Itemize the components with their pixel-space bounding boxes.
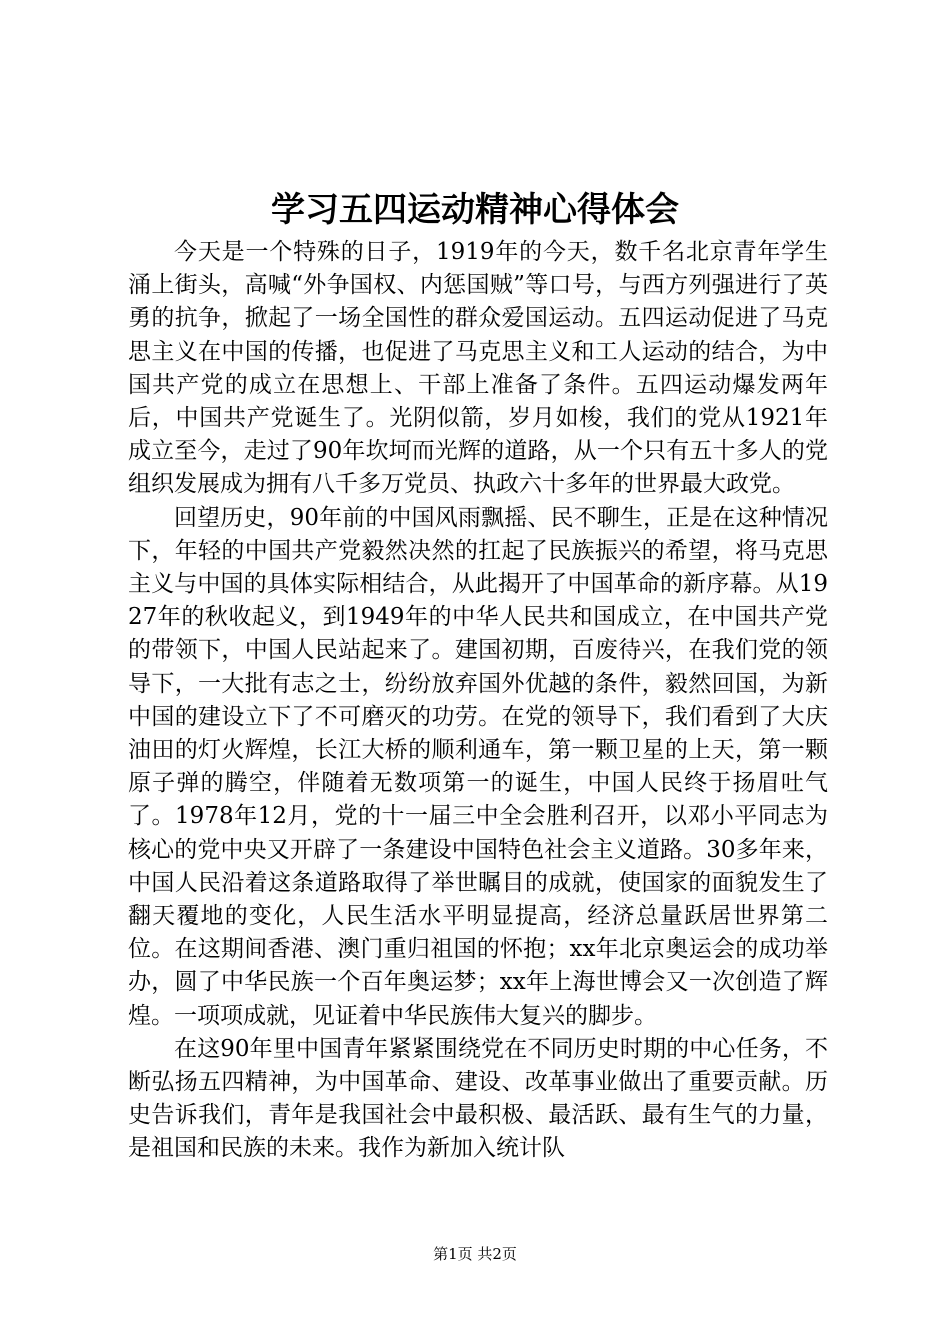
paragraph-2: 回望历史，90年前的中国风雨飘摇、民不聊生，正是在这种情况下，年轻的中国共产党毅然决然的扛起了民族振兴的希望，将马克思主义与中国的具体实际相结合，从此揭开了中国革命的新序幕。从1927年的秋收起义，到1949年的中华人民共和国成立，在中国共产党的带领下，中国人民站起来了。建国初期，百废待兴，在我们党的领导下，一大批有志之士，纷纷放弃国外优越的条件，毅然回国，为新中国的建设立下了不可磨灭的功劳。在党的领导下，我们看到了大庆油田的灯火辉煌，长江大桥的顺利通车，第一颗卫星的上天，第一颗原子弹的腾空，伴随着无数项第一的诞生，中国人民终于扬眉吐气了。1978年12月，党的十一届三中全会胜利召开，以邓小平同志为核心的党中央又开辟了一条建设中国特色社会主义道路。30多年来，中国人民沿着这条道路取得了举世瞩目的成就，使国家的面貌发生了翻天覆地的变化，人民生活水平明显提高，经济总量跃居世界第二位。在这期间香港、澳门重归祖国的怀抱；xx年北京奥运会的成功举办，圆了中华民族一个百年奥运梦；xx年上海世博会又一次创造了辉煌。一项项成就，见证着中华民族伟大复兴的脚步。 bbox=[128, 504, 828, 1029]
document-title: 学习五四运动精神心得体会 bbox=[271, 190, 679, 230]
paragraph-3: 在这90年里中国青年紧紧围绕党在不同历史时期的中心任务，不断弘扬五四精神，为中国革命、建设、改革事业做出了重要贡献。历史告诉我们，青年是我国社会中最积极、最活跃、最有生气的力量，是祖国和民族的未来。我作为新加入统计队 bbox=[128, 1035, 828, 1162]
document-body bbox=[128, 236, 828, 1166]
page-footer: 第1页 共2页 bbox=[433, 1245, 517, 1263]
paragraph-1: 今天是一个特殊的日子，1919年的今天，数千名北京青年学生涌上街头，高喊“外争国权、内惩国贼”等口号，与西方列强进行了英勇的抗争，掀起了一场全国性的群众爱国运动。五四运动促进了马克思主义在中国的传播，也促进了马克思主义和工人运动的结合，为中国共产党的成立在思想上、干部上准备了条件。五四运动爆发两年后，中国共产党诞生了。光阴似箭，岁月如梭，我们的党从1921年成立至今，走过了90年坎坷而光辉的道路，从一个只有五十多人的党组织发展成为拥有八千多万党员、执政六十多年的世界最大政党。 bbox=[128, 239, 828, 498]
